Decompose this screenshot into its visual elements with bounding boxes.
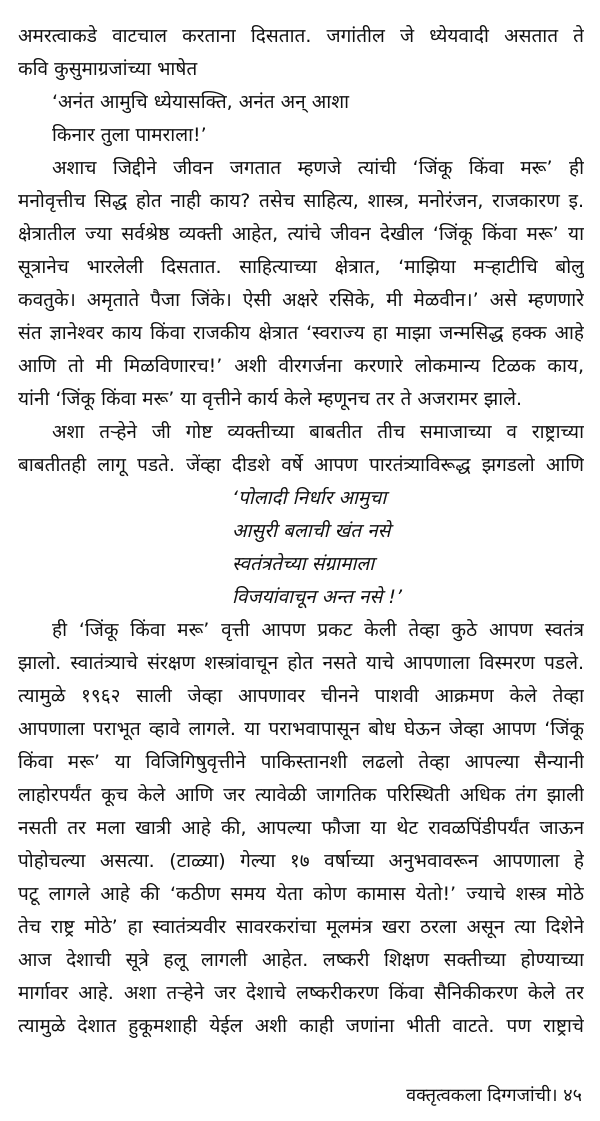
text-line: त्यामुळे १९६२ साली जेव्हा आपणावर चीनने पाशवी आक्रमण केले तेव्हा <box>18 685 584 707</box>
text-line: झालो. स्वातंत्र्याचे संरक्षण शस्त्रांवाचून होत नसते याचे आपणाला विस्मरण पडले. <box>18 652 584 674</box>
text-line: मार्गावर आहे. अशा तऱ्हेने जर देशाचे लष्करीकरण किंवा सैनिकीकरण केले तर <box>18 982 584 1004</box>
text-line: किंवा मरू’ या विजिगिषुवृत्तीने पाकिस्तानशी लढलो तेव्हा आपल्या सैन्यानी <box>18 751 584 773</box>
text-line: ही ‘जिंकू किंवा मरू’ वृत्ती आपण प्रकट केली तेव्हा कुठे आपण स्वतंत्र <box>52 619 584 641</box>
text-line: बाबतीतही लागू पडते. जेंव्हा दीडशे वर्षे आपण पारतंत्र्याविरूद्ध झगडलो आणि <box>18 454 584 476</box>
text-line: कवतुके। अमृताते पैजा जिंके। ऐसी अक्षरे रसिके, मी मेळवीन।’ असे म्हणणारे <box>18 289 584 311</box>
text-line: लाहोरपर्यंत कूच केले आणि जर त्यावेळी जागतिक परिस्थिती अधिक तंग झाली <box>18 784 584 806</box>
text-line: आणि तो मी मिळविणारच!’ अशी वीरगर्जना करणारे लोकमान्य टिळक काय, <box>18 355 584 377</box>
text-line: आपणाला पराभूत व्हावे लागले. या पराभवापासून बोध घेऊन जेव्हा आपण ‘जिंकू <box>18 718 584 740</box>
text-line: नसती तर मला खात्री आहे की, आपल्या फौजा या थेट रावळपिंडीपर्यंत जाऊन <box>18 817 584 839</box>
text-line: अशाच जिद्दीने जीवन जगतात म्हणजे त्यांची ‘जिंकू किंवा मरू’ ही <box>52 157 584 179</box>
text-line: आज देशाची सूत्रे हलू लागली आहेत. लष्करी शिक्षण सक्तीच्या होण्याच्या <box>18 949 584 971</box>
text-line: पटू लागले आहे की ‘कठीण समय येता कोण कामास येतो!’ ज्याचे शस्त्र मोठे <box>18 883 584 905</box>
text-line: अशा तऱ्हेने जी गोष्ट व्यक्तीच्या बाबतीत तीच समाजाच्या व राष्ट्राच्या <box>52 421 584 443</box>
text-line: सूत्रानेच भारलेली दिसतात. साहित्याच्या क्षेत्रात, ‘माझिया मऱ्हाटीचि बोलु <box>18 256 584 278</box>
page-footer: वक्तृत्वकला दिग्गजांची। ४५ <box>406 1085 582 1106</box>
poem-line: आसुरी बलाची खंत नसे <box>232 520 391 542</box>
text-line: अमरत्वाकडे वाटचाल करताना दिसतात. जगांतील जे ध्येयवादी असतात ते <box>18 25 584 47</box>
text-line: मनोवृत्तीच सिद्ध होत नाही काय? तसेच साहित्य, शास्त्र, मनोरंजन, राजकारण इ. <box>18 190 584 212</box>
text-line: त्यामुळे देशात हुकूमशाही येईल अशी काही जणांना भीती वाटते. पण राष्ट्राचे <box>18 1015 584 1037</box>
text-line: पोहोचल्या असत्या. (टाळ्या) गेल्या १७ वर्षाच्या अनुभवावरून आपणाला हे <box>18 850 584 872</box>
verse-line: किनार तुला पामराला!’ <box>52 124 207 146</box>
poem-line: स्वतंत्रतेच्या संग्रामाला <box>232 553 375 575</box>
text-line: यांनी ‘जिंकू किंवा मरू’ या वृत्तीने कार्य केले म्हणूनच तर ते अजरामर झाले. <box>18 388 523 410</box>
poem-line: ‘पोलादी निर्धार आमुचा <box>232 487 387 509</box>
text-line: तेच राष्ट्र मोठे’ हा स्वातंत्र्यवीर सावरकरांचा मूलमंत्र खरा ठरला असून त्या दिशेने <box>18 916 584 938</box>
text-line: संत ज्ञानेश्वर काय किंवा राजकीय क्षेत्रात ‘स्वराज्य हा माझा जन्मसिद्ध हक्क आहे <box>18 322 584 344</box>
text-line: कवि कुसुमाग्रजांच्या भाषेत <box>18 58 198 80</box>
poem-line: विजयांवाचून अन्त नसे !’ <box>232 586 402 608</box>
text-line: क्षेत्रातील ज्या सर्वश्रेष्ठ व्यक्ती आहेत, त्यांचे जीवन देखील ‘जिंकू किंवा मरू’ या <box>18 223 584 245</box>
verse-line: ‘अनंत आमुचि ध्येयासक्ति, अनंत अन् आशा <box>52 91 350 113</box>
